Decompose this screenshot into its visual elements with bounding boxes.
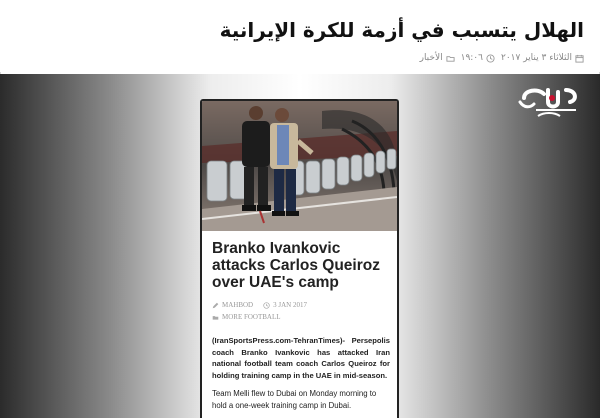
folder-icon [212,314,219,321]
card-paragraph-1: (IranSportsPress.com-TehranTimes)- Persepolis coach Branko Ivankovic has attacked Iran national football team coach Carlos Queiroz for holding training camp in the UAE in mid-season. [212,336,390,380]
card-date-text: 3 JAN 2017 [273,301,307,309]
article-meta [420,53,584,63]
article-time [461,53,495,63]
article-header [0,0,600,72]
card-category-text[interactable]: MORE FOOTBALL [222,313,281,321]
card-author-name: MAHBOD [222,301,254,309]
embedded-article-card [200,99,399,418]
clock-icon [486,54,495,63]
article-category[interactable] [420,53,455,63]
article-time-text: ١٩:٠٦ [460,53,483,63]
article-date [501,53,584,63]
pen-icon [212,302,219,309]
article-title: الهلال يتسبب في أزمة للكرة الإيرانية [219,18,584,42]
card-author [212,301,253,309]
card-photo [202,101,397,231]
card-category[interactable] [212,311,281,323]
calendar-icon [575,54,584,63]
card-headline[interactable]: Branko Ivankovic attacks Carlos Queiroz over UAE's camp [212,240,380,291]
card-date [263,301,307,309]
card-body [212,240,390,411]
card-meta [212,299,390,323]
article-date-text: الثلاثاء ٣ يناير ٢٠١٧ [500,53,572,63]
card-paragraph-2: Team Melli flew to Dubai on Monday morning to hold a one-week training camp in Dubai. [212,389,377,410]
folder-icon [446,54,455,63]
article-category-link[interactable]: الأخبار [419,53,443,63]
site-logo [514,84,582,120]
clock-icon [263,302,270,309]
